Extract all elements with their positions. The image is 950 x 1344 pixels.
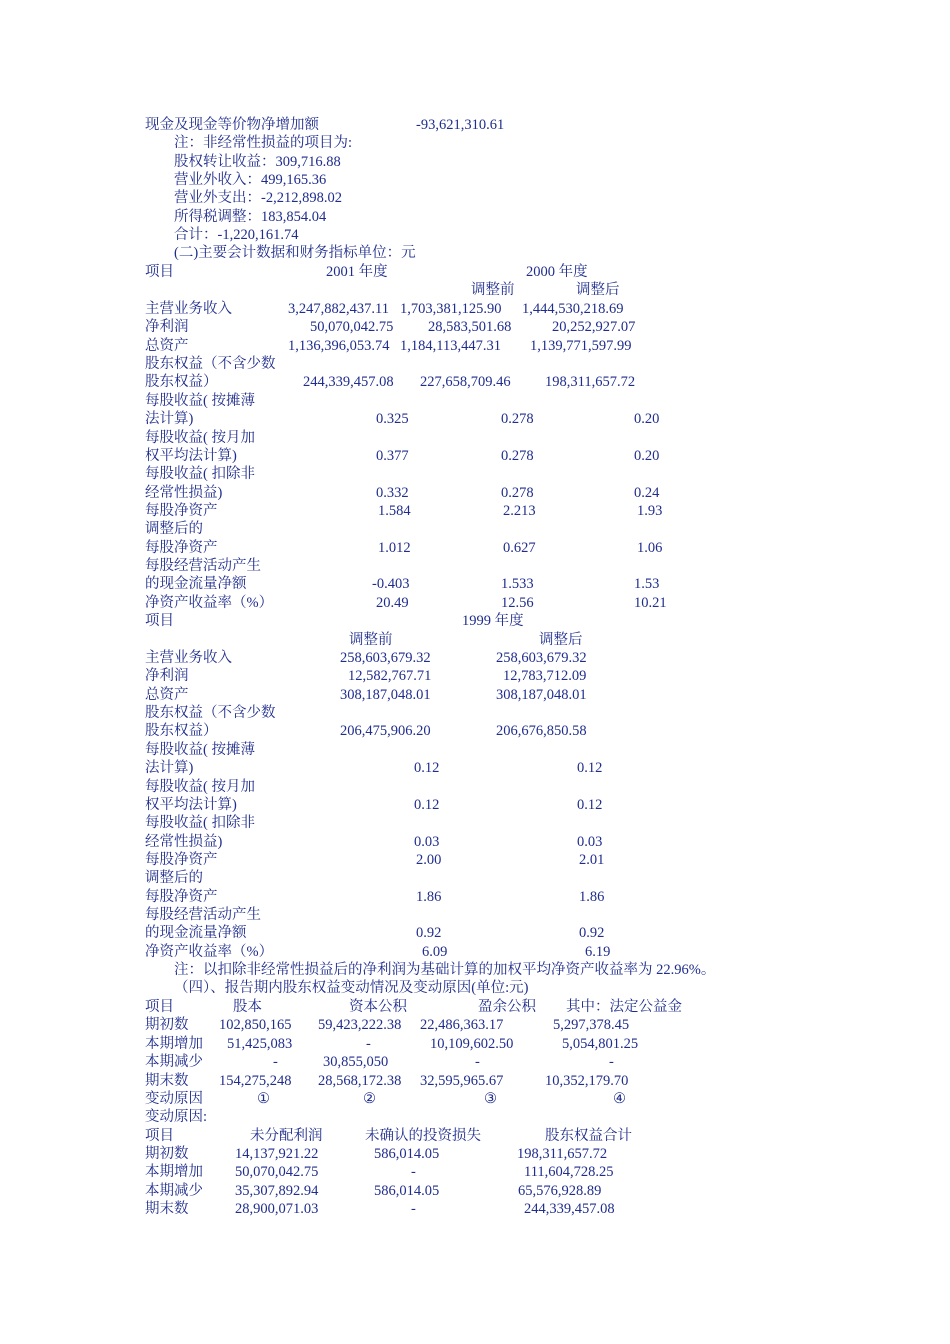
row-label-cont: 权平均法计算)	[145, 448, 237, 464]
cell: 50,070,042.75	[235, 1164, 319, 1180]
value-2000-after: 0.20	[634, 448, 660, 464]
value-2001: 1.012	[378, 540, 411, 556]
value-2000-before: 1,184,113,447.31	[400, 338, 501, 354]
cell: 28,900,071.03	[235, 1201, 319, 1217]
cell: 14,137,921.22	[235, 1146, 319, 1162]
row-label: 每股经营活动产生	[145, 907, 261, 923]
cell: 5,297,378.45	[553, 1017, 630, 1033]
row-label: 期末数	[145, 1201, 189, 1217]
value-2000-before: 1.533	[501, 576, 534, 592]
cell: 154,275,248	[219, 1073, 292, 1089]
value-before: 12,582,767.71	[348, 668, 432, 684]
row-label-cont: 经常性损益)	[145, 485, 223, 501]
col-header: 项目	[145, 999, 174, 1015]
col-header: 股东权益合计	[545, 1128, 632, 1144]
row-label-cont: 每股净资产	[145, 540, 218, 556]
value-2001: -0.403	[372, 576, 410, 592]
change-reason-label: 变动原因:	[145, 1109, 208, 1125]
value-before: 206,475,906.20	[340, 723, 431, 739]
cell: 30,855,050	[323, 1054, 389, 1070]
value-after: 6.19	[585, 944, 611, 960]
col-header-2001: 2001 年度	[326, 264, 388, 280]
row-label: 主营业务收入	[145, 301, 232, 317]
value-2000-after: 10.21	[634, 595, 667, 611]
row-label: 变动原因	[145, 1091, 203, 1107]
row-label: 净资产收益率（%）	[145, 595, 274, 611]
value-before: 0.92	[416, 925, 442, 941]
value-after: 0.03	[577, 834, 603, 850]
row-label: 总资产	[145, 687, 189, 703]
row-label: 每股收益( 扣除非	[145, 466, 255, 482]
row-label: 净资产收益率（%）	[145, 944, 274, 960]
cash-increase-label: 现金及现金等价物净增加额	[145, 117, 319, 133]
cell: 111,604,728.25	[524, 1164, 614, 1180]
col-header-before: 调整前	[349, 632, 393, 648]
cell: 22,486,363.17	[420, 1017, 504, 1033]
value-after: 2.01	[579, 852, 605, 868]
nonrecurring-item: 股权转让收益：309,716.88	[174, 154, 341, 170]
col-header: 盈余公积	[478, 999, 536, 1015]
col-header: 未分配利润	[250, 1128, 323, 1144]
value-before: 308,187,048.01	[340, 687, 431, 703]
row-label-cont: 股东权益）	[145, 374, 218, 390]
section2-heading: (二)主要会计数据和财务指标单位：元	[174, 245, 416, 261]
value-2001: 50,070,042.75	[310, 319, 394, 335]
row-label: 调整后的	[145, 521, 203, 537]
row-label: 调整后的	[145, 870, 203, 886]
cell: 244,339,457.08	[524, 1201, 615, 1217]
row-label: 每股净资产	[145, 503, 218, 519]
cell: 10,352,179.70	[545, 1073, 629, 1089]
cell: -	[411, 1164, 416, 1180]
row-label: 股东权益（不含少数	[145, 705, 276, 721]
section4-heading: （四）、报告期内股东权益变动情况及变动原因(单位:元)	[174, 980, 529, 996]
value-before: 1.86	[416, 889, 442, 905]
cell: ②	[363, 1091, 376, 1107]
row-label: 每股收益( 按月加	[145, 430, 255, 446]
col-header-after: 调整后	[539, 632, 583, 648]
row-label-cont: 的现金流量净额	[145, 576, 247, 592]
row-label: 期末数	[145, 1073, 189, 1089]
value-2000-before: 0.278	[501, 411, 534, 427]
cell: 28,568,172.38	[318, 1073, 402, 1089]
row-label: 每股收益( 按摊薄	[145, 393, 255, 409]
row-label: 净利润	[145, 668, 189, 684]
roe-note: 注：以扣除非经常性损益后的净利润为基础计算的加权平均净资产收益率为 22.96%。	[174, 962, 716, 978]
cell: -	[411, 1201, 416, 1217]
col-header: 股本	[233, 999, 262, 1015]
col-header-2000: 2000 年度	[526, 264, 588, 280]
cell: ③	[484, 1091, 497, 1107]
value-2000-after: 1,139,771,597.99	[530, 338, 632, 354]
cell: 51,425,083	[227, 1036, 293, 1052]
value-2000-before: 0.627	[503, 540, 536, 556]
nonrecurring-item: 营业外支出：-2,212,898.02	[174, 190, 342, 206]
value-after: 0.92	[579, 925, 605, 941]
value-before: 0.12	[414, 760, 440, 776]
row-label: 期初数	[145, 1146, 189, 1162]
value-2000-before: 1,703,381,125.90	[400, 301, 502, 317]
value-after: 1.86	[579, 889, 605, 905]
value-2001: 20.49	[376, 595, 409, 611]
cell: -	[475, 1054, 480, 1070]
value-2000-after: 198,311,657.72	[545, 374, 636, 390]
col-header: 未确认的投资损失	[365, 1128, 481, 1144]
value-2000-before: 28,583,501.68	[428, 319, 512, 335]
nonrecurring-item: 所得税调整：183,854.04	[174, 209, 327, 225]
cell: -	[273, 1054, 278, 1070]
row-label: 本期减少	[145, 1183, 203, 1199]
cell: ④	[613, 1091, 626, 1107]
value-after: 0.12	[577, 797, 603, 813]
value-2001: 0.377	[376, 448, 409, 464]
col-header: 其中：法定公益金	[566, 999, 682, 1015]
value-2000-before: 0.278	[501, 448, 534, 464]
value-2000-after: 1.53	[634, 576, 660, 592]
row-label: 期初数	[145, 1017, 189, 1033]
row-label: 每股经营活动产生	[145, 558, 261, 574]
value-2001: 0.332	[376, 485, 409, 501]
value-after: 0.12	[577, 760, 603, 776]
col-header: 项目	[145, 1128, 174, 1144]
col-header-before: 调整前	[471, 282, 515, 298]
row-label: 每股净资产	[145, 852, 218, 868]
nonrecurring-note-title: 注：非经常性损益的项目为:	[174, 135, 353, 151]
value-2000-before: 227,658,709.46	[420, 374, 511, 390]
cell: 65,576,928.89	[518, 1183, 602, 1199]
value-2000-after: 0.20	[634, 411, 660, 427]
value-2001: 3,247,882,437.11	[288, 301, 389, 317]
row-label-cont: 法计算)	[145, 411, 194, 427]
nonrecurring-total: 合计：-1,220,161.74	[174, 227, 299, 243]
col-header-1999: 1999 年度	[462, 613, 524, 629]
nonrecurring-item: 营业外收入：499,165.36	[174, 172, 327, 188]
col-header-item: 项目	[145, 613, 174, 629]
cell: 35,307,892.94	[235, 1183, 319, 1199]
row-label-cont: 股东权益）	[145, 723, 218, 739]
cell: 586,014.05	[374, 1183, 440, 1199]
value-after: 258,603,679.32	[496, 650, 587, 666]
row-label: 本期增加	[145, 1036, 203, 1052]
value-2000-before: 0.278	[501, 485, 534, 501]
cell: 10,109,602.50	[430, 1036, 514, 1052]
cell: 198,311,657.72	[517, 1146, 608, 1162]
col-header-after: 调整后	[576, 282, 620, 298]
value-before: 6.09	[422, 944, 448, 960]
col-header: 资本公积	[349, 999, 407, 1015]
value-2000-after: 1,444,530,218.69	[522, 301, 624, 317]
cell: 32,595,965.67	[420, 1073, 504, 1089]
value-2000-after: 0.24	[634, 485, 660, 501]
col-header-item: 项目	[145, 264, 174, 280]
value-2000-after: 20,252,927.07	[552, 319, 636, 335]
value-before: 258,603,679.32	[340, 650, 431, 666]
row-label-cont: 的现金流量净额	[145, 925, 247, 941]
value-2001: 0.325	[376, 411, 409, 427]
row-label: 主营业务收入	[145, 650, 232, 666]
value-2001: 244,339,457.08	[303, 374, 394, 390]
row-label: 股东权益（不含少数	[145, 356, 276, 372]
value-after: 308,187,048.01	[496, 687, 587, 703]
value-2001: 1.584	[378, 503, 411, 519]
value-before: 0.12	[414, 797, 440, 813]
cell: 5,054,801.25	[562, 1036, 639, 1052]
row-label: 每股收益( 扣除非	[145, 815, 255, 831]
value-2000-before: 2.213	[503, 503, 536, 519]
row-label-cont: 经常性损益)	[145, 834, 223, 850]
row-label-cont: 每股净资产	[145, 889, 218, 905]
value-2000-after: 1.06	[637, 540, 663, 556]
row-label: 总资产	[145, 338, 189, 354]
row-label-cont: 法计算)	[145, 760, 194, 776]
row-label: 净利润	[145, 319, 189, 335]
cell: -	[609, 1054, 614, 1070]
value-before: 2.00	[416, 852, 442, 868]
cell: ①	[257, 1091, 270, 1107]
row-label: 本期增加	[145, 1164, 203, 1180]
value-before: 0.03	[414, 834, 440, 850]
cell: 59,423,222.38	[318, 1017, 402, 1033]
row-label: 每股收益( 按月加	[145, 779, 255, 795]
value-2000-after: 1.93	[637, 503, 663, 519]
row-label: 本期减少	[145, 1054, 203, 1070]
value-after: 206,676,850.58	[496, 723, 587, 739]
value-2000-before: 12.56	[501, 595, 534, 611]
cell: 102,850,165	[219, 1017, 292, 1033]
cell: -	[366, 1036, 371, 1052]
row-label-cont: 权平均法计算)	[145, 797, 237, 813]
cell: 586,014.05	[374, 1146, 440, 1162]
cash-increase-value: -93,621,310.61	[416, 117, 505, 133]
row-label: 每股收益( 按摊薄	[145, 742, 255, 758]
value-2001: 1,136,396,053.74	[288, 338, 390, 354]
value-after: 12,783,712.09	[503, 668, 587, 684]
